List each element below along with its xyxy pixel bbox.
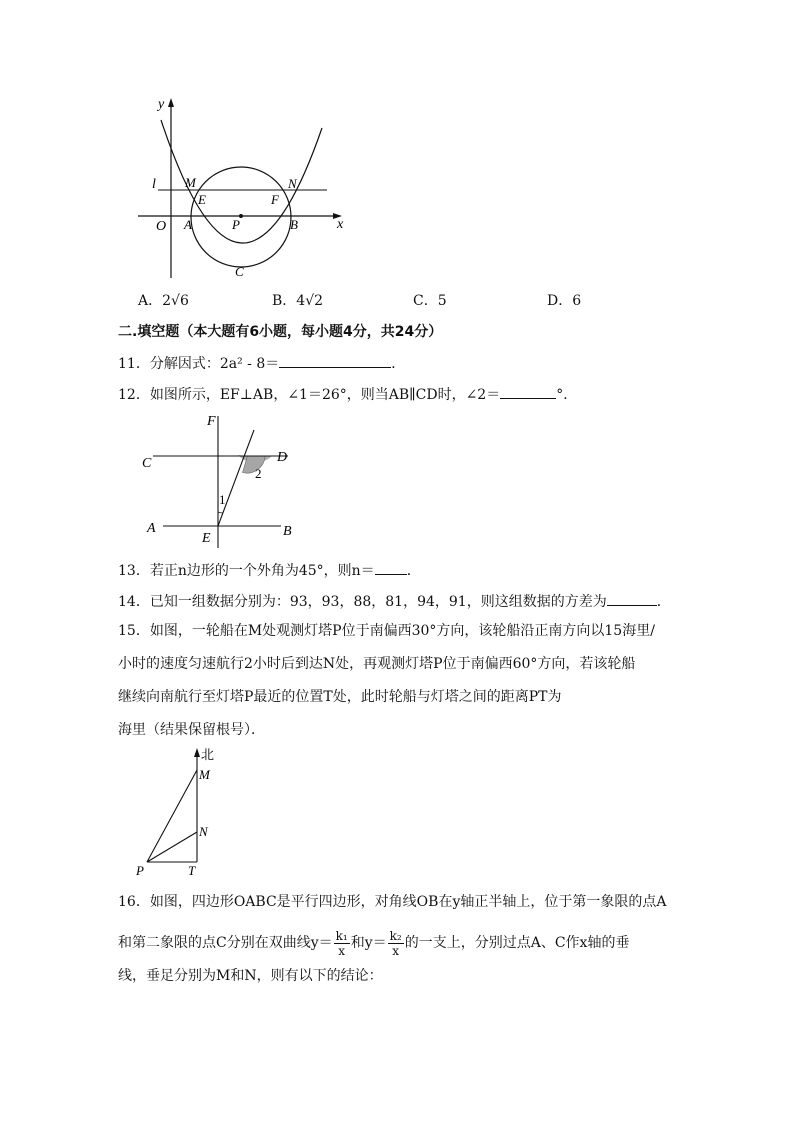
q16-text-2b: 和y＝ [350,935,387,951]
choice-a [138,290,189,310]
label-P: P [232,217,240,232]
q11-text: 分解因式：2a² - 8＝ [149,356,280,372]
question-13 [118,560,421,581]
label-B: B [283,524,292,539]
choice-a-letter: A． [138,293,163,309]
frac2-numerator: k₂ [389,928,402,943]
choice-c [413,290,447,310]
q13-end: ． [406,563,421,579]
q15-line-1 [118,615,678,648]
q12-number: 12． [118,387,150,403]
question-14 [118,591,671,612]
q11-end: ． [391,356,406,372]
question-12 [118,384,577,405]
q12-answer-blank[interactable] [500,384,556,399]
label-angle-1: 1 [219,492,226,507]
q13-number: 13． [118,563,150,579]
q15-number: 15． [118,623,150,639]
figure-q12 [138,408,308,548]
figure-q15 [133,744,233,880]
section-heading: 二.填空题（本大题有6小题，每小题4分，共24分） [118,324,443,340]
q16-number: 16． [118,894,150,910]
choice-b-value: 4√2 [296,293,324,309]
q16-text-2a: 和第二象限的点C分别在双曲线y＝ [118,935,333,951]
label-T: T [188,863,196,878]
choice-c-letter: C． [413,293,438,309]
q15-text-1: 如图，一轮船在M处观测灯塔P位于南偏西30°方向，该轮船沿正南方向以15海里/ [149,623,655,639]
q13-text: 若正n边形的一个外角为45°，则n＝ [149,563,375,579]
question-16-line-3: 线，垂足分别为M和N，则有以下的结论： [118,968,383,984]
choice-b [272,290,323,310]
label-B: B [290,217,298,232]
label-O: O [156,219,167,234]
q14-end: ． [656,594,671,610]
label-A: A [147,521,156,536]
choice-b-letter: B． [272,293,297,309]
figure-q10 [130,92,355,282]
label-M: M [199,767,210,782]
choice-d-letter: D． [547,293,573,309]
q11-answer-blank[interactable] [279,353,391,368]
label-F: F [271,192,279,207]
label-D: D [277,450,288,465]
fraction-k1-over-x [334,929,350,958]
label-A: A [184,217,192,232]
fraction-k2-over-x [388,929,404,958]
q14-text: 已知一组数据分别为：93，93，88，81，94，91，则这组数据的方差为 [149,594,607,610]
label-M: M [185,175,196,190]
label-F: F [207,414,216,429]
q16-text-1: 如图，四边形OABC是平行四边形，对角线OB在y轴正半轴上，位于第一象限的点A [149,894,667,910]
q15-line-3: 继续向南航行至灯塔P最近的位置T处，此时轮船与灯塔之间的距离PT为 [118,689,562,705]
label-E: E [198,192,206,207]
choice-c-value: 5 [437,293,447,309]
question-16-line-2 [118,926,629,960]
frac1-numerator: k₁ [335,928,348,943]
q15-line-4: 海里（结果保留根号）． [118,722,265,738]
label-C: C [235,264,244,279]
q14-answer-blank[interactable] [607,591,657,606]
label-l: l [152,177,156,192]
q12-end: °． [556,387,578,403]
question-11 [118,353,405,374]
question-15 [118,615,678,747]
question-16-line-1 [118,892,666,912]
choice-d-value: 6 [572,293,582,309]
label-P: P [136,863,144,878]
label-x: x [337,217,344,232]
frac1-denominator: x [338,943,346,958]
q13-answer-blank[interactable] [375,560,407,575]
choice-a-value: 2√6 [162,293,189,309]
label-N: N [288,176,297,191]
label-N: N [199,824,208,839]
label-E: E [202,531,211,546]
frac2-denominator: x [392,943,400,958]
q16-text-2c: 的一支上，分别过点A、C作x轴的垂 [404,935,630,951]
label-angle-2: 2 [255,466,262,481]
label-C: C [142,456,152,471]
label-north: 北 [201,747,215,762]
q12-text: 如图所示，EF⊥AB，∠1＝26°，则当AB∥CD时，∠2＝ [149,387,501,403]
label-y: y [158,97,165,112]
choice-d [547,290,581,310]
q14-number: 14． [118,594,150,610]
q15-line-2: 小时的速度匀速航行2小时后到达N处，再观测灯塔P位于南偏西60°方向，若该轮船 [118,656,636,672]
q11-number: 11． [118,356,150,372]
